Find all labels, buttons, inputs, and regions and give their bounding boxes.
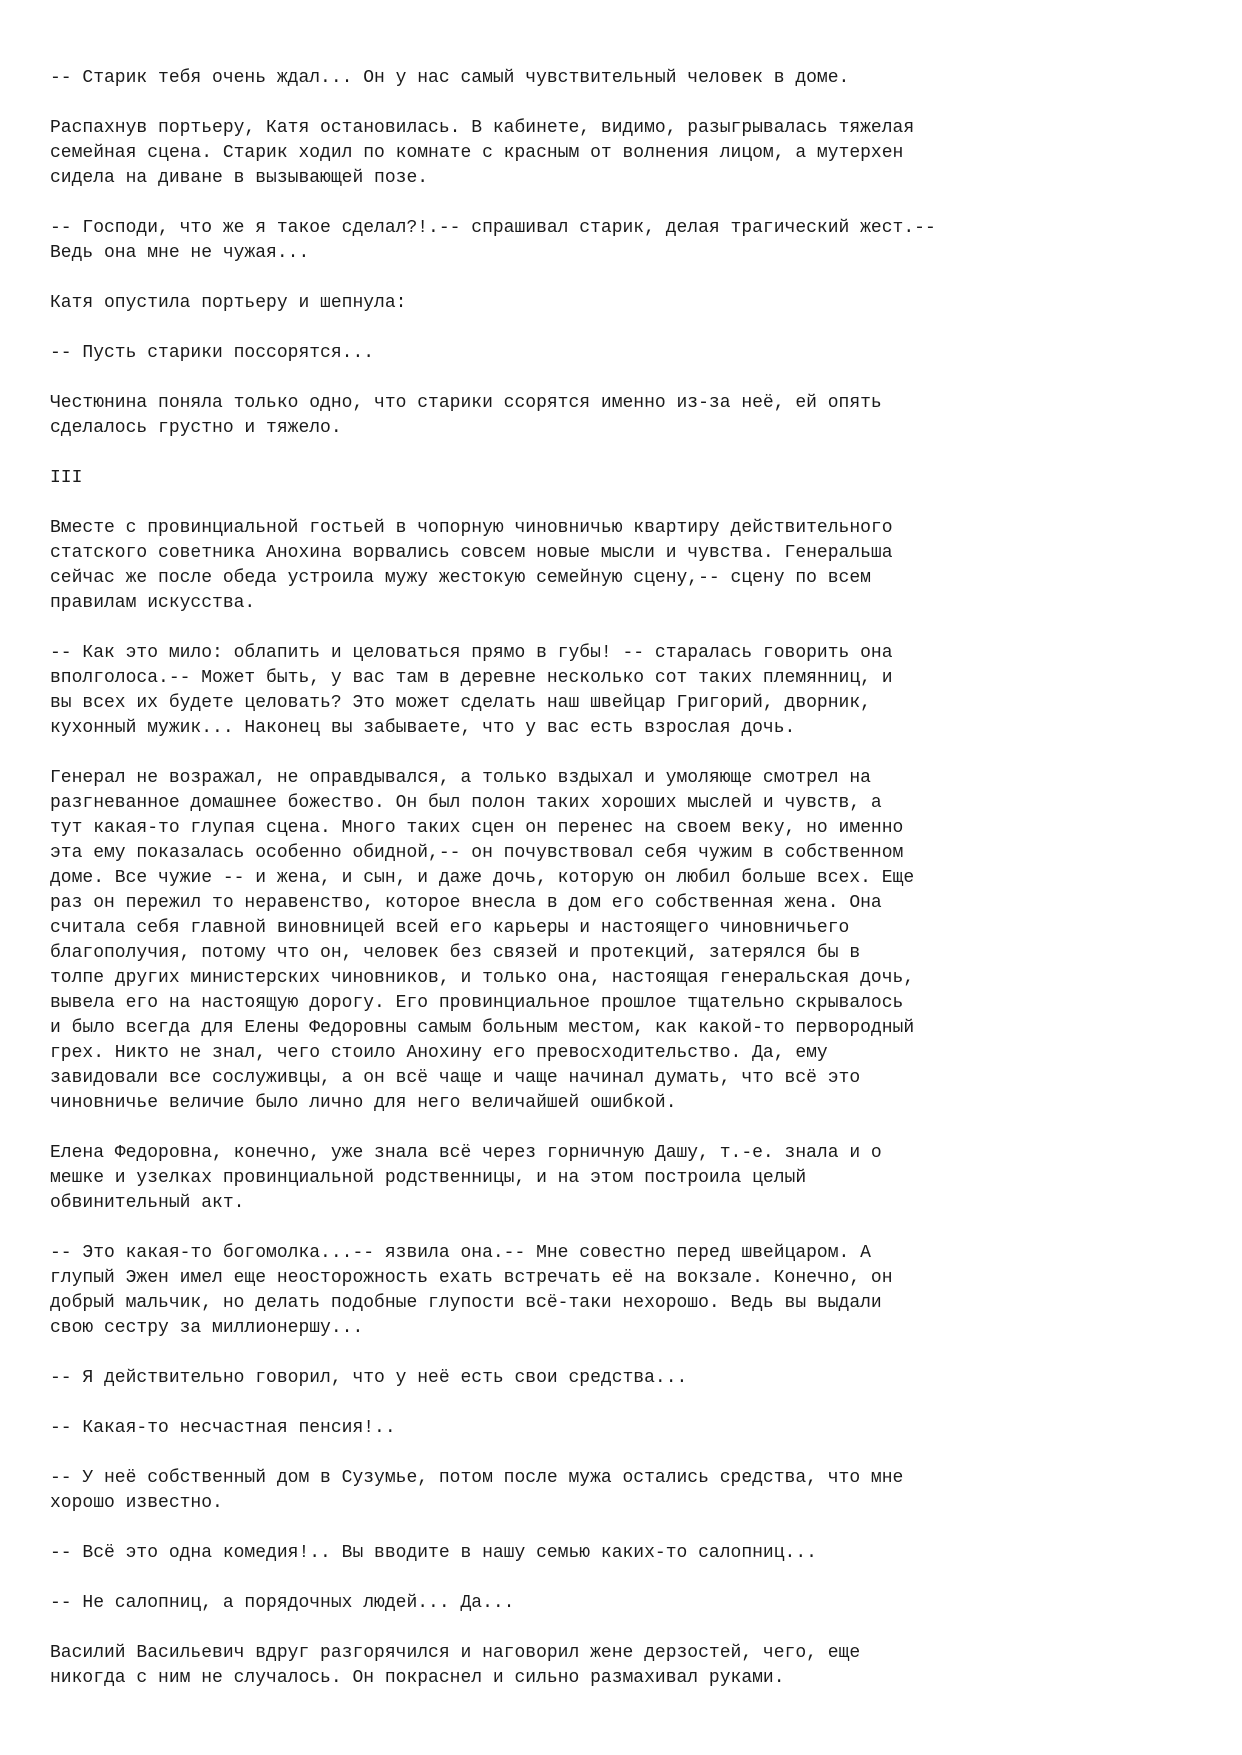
paragraph xyxy=(50,1541,1200,1566)
text-line: хорошо известно. xyxy=(50,1493,223,1513)
text-line: -- Как это мило: облапить и целоваться прямо в губы! -- старалась говорить она xyxy=(50,643,893,663)
text-line: -- Господи, что же я такое сделал?!.-- спрашивал старик, делая трагический жест.-- xyxy=(50,218,936,238)
text-line: -- Не салопниц, а порядочных людей... Да... xyxy=(50,1593,515,1613)
text-line: благополучия, потому что он, человек без связей и протекций, затерялся бы в xyxy=(50,943,861,963)
text-line: семейная сцена. Старик ходил по комнате с красным от волнения лицом, а мутерхен xyxy=(50,143,904,163)
text-line: Катя опустила портьеру и шепнула: xyxy=(50,293,407,313)
text-line: тут какая-то глупая сцена. Много таких сцен он перенес на своем веку, но именно xyxy=(50,818,904,838)
paragraph xyxy=(50,216,1200,266)
text-line: глупый Эжен имел еще неосторожность ехать встречать её на вокзале. Конечно, он xyxy=(50,1268,893,1288)
text-line: свою сестру за миллионершу... xyxy=(50,1318,364,1338)
document-page xyxy=(50,66,1200,1716)
paragraph xyxy=(50,766,1200,1116)
text-line: считала себя главной виновницей всей его карьеры и настоящего чиновничьего xyxy=(50,918,850,938)
text-line: статского советника Анохина ворвались совсем новые мысли и чувства. Генеральша xyxy=(50,543,893,563)
text-line: вполголоса.-- Может быть, у вас там в деревне несколько сот таких племянниц, и xyxy=(50,668,893,688)
text-line: Распахнув портьеру, Катя остановилась. В кабинете, видимо, разыгрывалась тяжелая xyxy=(50,118,915,138)
text-line: III xyxy=(50,468,83,488)
text-line: мешке и узелках провинциальной родственницы, и на этом построила целый xyxy=(50,1168,807,1188)
text-line: Вместе с провинциальной гостьей в чопорную чиновничью квартиру действительного xyxy=(50,518,893,538)
text-line: Елена Федоровна, конечно, уже знала всё через горничную Дашу, т.-е. знала и о xyxy=(50,1143,882,1163)
text-line: кухонный мужик... Наконец вы забываете, что у вас есть взрослая дочь. xyxy=(50,718,796,738)
paragraph xyxy=(50,391,1200,441)
text-line: грех. Никто не знал, чего стоило Анохину его превосходительство. Да, ему xyxy=(50,1043,828,1063)
text-line: -- У неё собственный дом в Сузумье, потом после мужа остались средства, что мне xyxy=(50,1468,904,1488)
paragraph xyxy=(50,1591,1200,1616)
text-line: добрый мальчик, но делать подобные глупости всё-таки нехорошо. Ведь вы выдали xyxy=(50,1293,882,1313)
paragraph xyxy=(50,291,1200,316)
text-line: -- Всё это одна комедия!.. Вы вводите в нашу семью каких-то салопниц... xyxy=(50,1543,817,1563)
text-line: сидела на диване в вызывающей позе. xyxy=(50,168,429,188)
text-line: Генерал не возражал, не оправдывался, а только вздыхал и умоляюще смотрел на xyxy=(50,768,871,788)
text-line: завидовали все сослуживцы, а он всё чаще и чаще начинал думать, что всё это xyxy=(50,1068,861,1088)
paragraph xyxy=(50,341,1200,366)
text-line: сделалось грустно и тяжело. xyxy=(50,418,342,438)
text-line: обвинительный акт. xyxy=(50,1193,245,1213)
text-line: Честюнина поняла только одно, что старики ссорятся именно из-за неё, ей опять xyxy=(50,393,882,413)
paragraph xyxy=(50,1366,1200,1391)
text-line: -- Старик тебя очень ждал... Он у нас самый чувствительный человек в доме. xyxy=(50,68,850,88)
text-line: вы всех их будете целовать? Это может сделать наш швейцар Григорий, дворник, xyxy=(50,693,871,713)
text-line: никогда с ним не случалось. Он покраснел и сильно размахивал руками. xyxy=(50,1668,785,1688)
paragraph xyxy=(50,66,1200,91)
paragraph xyxy=(50,116,1200,191)
text-line: чиновничье величие было лично для него величайшей ошибкой. xyxy=(50,1093,677,1113)
text-line: доме. Все чужие -- и жена, и сын, и даже дочь, которую он любил больше всех. Еще xyxy=(50,868,915,888)
text-line: эта ему показалась особенно обидной,-- он почувствовал себя чужим в собственном xyxy=(50,843,904,863)
paragraph xyxy=(50,1241,1200,1341)
text-line: -- Пусть старики поссорятся... xyxy=(50,343,375,363)
paragraph xyxy=(50,516,1200,616)
text-line: -- Какая-то несчастная пенсия!.. xyxy=(50,1418,396,1438)
paragraph xyxy=(50,1466,1200,1516)
text-line: и было всегда для Елены Федоровны самым больным местом, как какой-то первородный xyxy=(50,1018,915,1038)
paragraph xyxy=(50,1416,1200,1441)
text-line: раз он пережил то неравенство, которое внесла в дом его собственная жена. Она xyxy=(50,893,882,913)
text-line: -- Я действительно говорил, что у неё есть свои средства... xyxy=(50,1368,688,1388)
text-line: правилам искусства. xyxy=(50,593,256,613)
paragraph xyxy=(50,466,1200,491)
text-line: толпе других министерских чиновников, и только она, настоящая генеральская дочь, xyxy=(50,968,915,988)
paragraph xyxy=(50,1141,1200,1216)
text-line: вывела его на настоящую дорогу. Его провинциальное прошлое тщательно скрывалось xyxy=(50,993,904,1013)
text-line: -- Это какая-то богомолка...-- язвила она.-- Мне совестно перед швейцаром. А xyxy=(50,1243,871,1263)
text-line: Василий Васильевич вдруг разгорячился и наговорил жене дерзостей, чего, еще xyxy=(50,1643,861,1663)
paragraph xyxy=(50,641,1200,741)
paragraph xyxy=(50,1641,1200,1691)
text-line: сейчас же после обеда устроила мужу жестокую семейную сцену,-- сцену по всем xyxy=(50,568,871,588)
text-line: Ведь она мне не чужая... xyxy=(50,243,310,263)
text-line: разгневанное домашнее божество. Он был полон таких хороших мыслей и чувств, а xyxy=(50,793,882,813)
